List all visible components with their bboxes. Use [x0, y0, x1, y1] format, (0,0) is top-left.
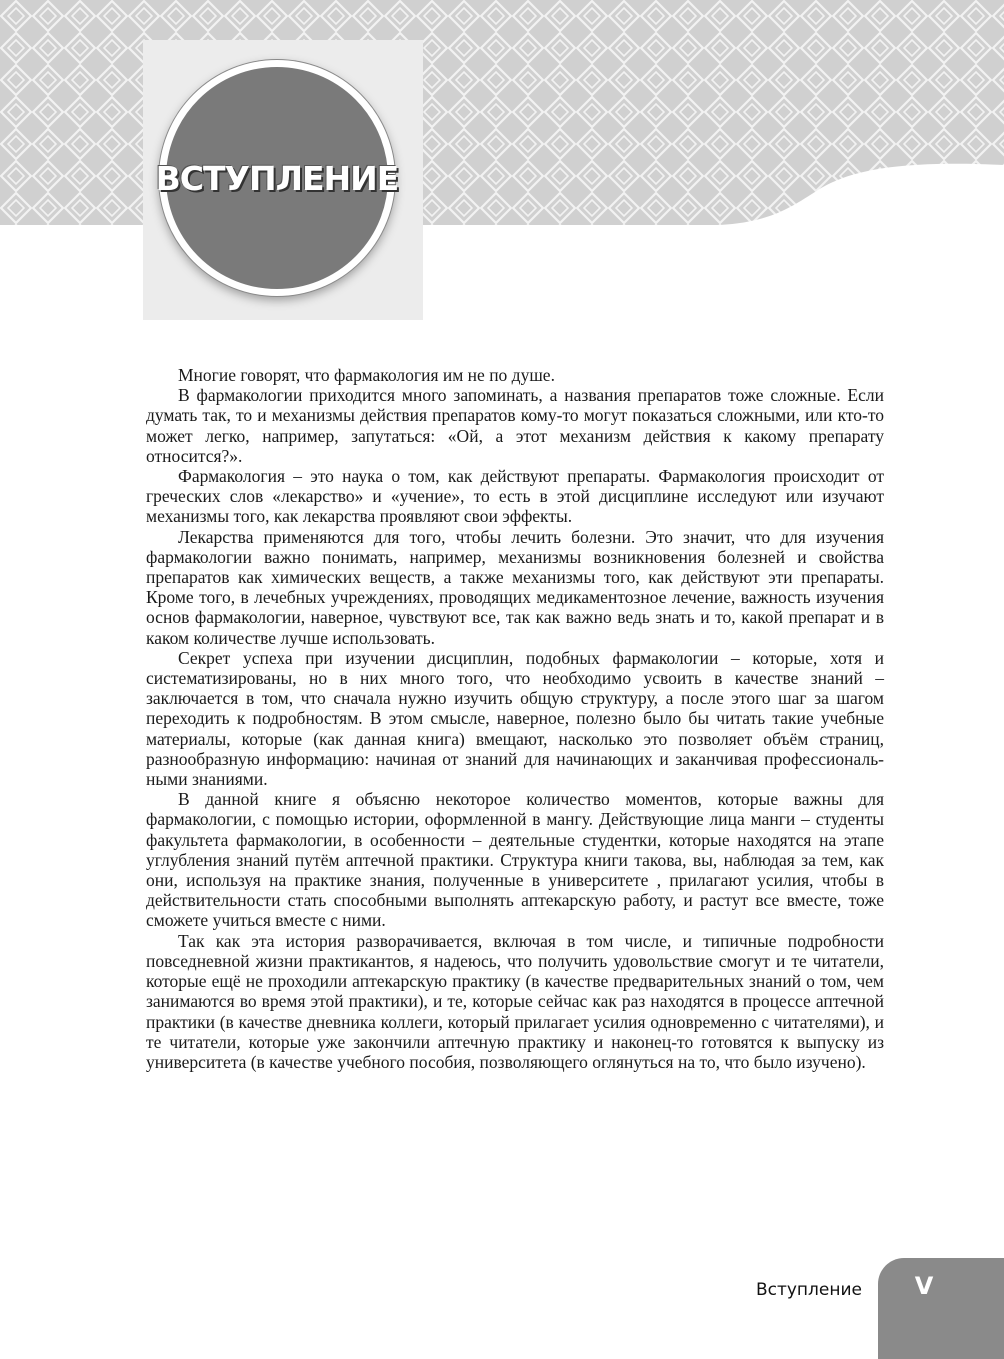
paragraph: Лекарства применяются для того, чтобы лечить болезни. Это значит, что для изучения фармакологии важно понимать, например, механизмы возникновения болезней и свойства препаратов как химических веществ, а также механизмы того, как действуют эти препараты. Кроме того, в лечебных учреждениях, проводящих медикаментозное лечение, важность изучения основ фармакологии, наверное, чувствуют все, так как важно ведь знать и то, какой препарат и в каком количестве лучше использовать.: [146, 526, 884, 648]
header-pattern-band: [0, 0, 1004, 262]
paragraph: В фармакологии приходится много запоминать, а названия препаратов тоже сложные. Если думать так, то и механизмы действия препаратов кому-то могут показаться сложными, или кто-то может легко, например, запутаться: «Ой, а этот механизм действия к какому препарату относится?».: [146, 385, 884, 466]
page-number-tab: [878, 1258, 1004, 1359]
body-text: [146, 365, 884, 1072]
chapter-badge: [155, 60, 399, 296]
paragraph: Секрет успеха при изучении дисциплин, подобных фармакологии – которые, хотя и систематизированы, но в них много того, что необходимо усвоить в качестве знаний – заключается в том, что сначала нужно изучить общую структуру, а после этого шаг за шагом переходить к подробностям. В этом смысле, наверное, полезно было бы читать такие учебные материалы, которые (как данная книга) вмещают, насколько это позволяет объём страниц, разнообразную информацию: начиная от знаний для начинающих и заканчивая профессиональными знаниями.: [146, 647, 884, 790]
paragraph: Многие говорят, что фармакология им не по душе.: [178, 365, 555, 385]
paragraph: В данной книге я объясню некоторое количество моментов, которые важны для фармакологии, с помощью истории, оформленной в мангу. Действующие лица манги – студенты факультета фармакологии, в особенности – деятельные студентки, которые находятся на этапе углубления знаний путём аптечной практики. Структура книги такова, вы, наблюдая за тем, как они, используя на практике знания, полученные в университете , прилагают усилия, чтобы в действительности стать способными выполнять аптекарскую работу, и растут все вместе, тоже сможете учиться вместе с ними.: [146, 789, 884, 931]
paragraph: Фармакология – это наука о том, как действуют препараты. Фармакология происходит от греческих слов «лекарство» и «учение», то есть в этой дисциплине исследуют или изучают механизмы того, как лекарства проявляют свои эффекты.: [146, 466, 884, 527]
paragraph: Так как эта история разворачивается, включая в том числе, и типичные подробности повседневной жизни практикантов, я надеюсь, что получить удовольствие смогут и те читатели, которые ещё не проходили аптекарскую практику (в качестве предварительных знаний о том, чем занимаются во время этой практики), и те, которые сейчас как раз находятся в процессе аптечной практики (в качестве дневника коллеги, который прилагает усилия одновременно с читателями), и те читатели, которые уже закончили аптечную практику и наконец-то готовятся к выпуску из университета (в качестве учебного пособия, позволяющего оглянуться на то, что было изучено).: [146, 930, 884, 1072]
footer-section-label: Вступление: [755, 1280, 862, 1300]
chapter-title: ВСТУПЛЕНИЕ: [155, 158, 399, 198]
page-number: V: [914, 1272, 934, 1300]
diamond-pattern-graphic: [0, 0, 1004, 262]
